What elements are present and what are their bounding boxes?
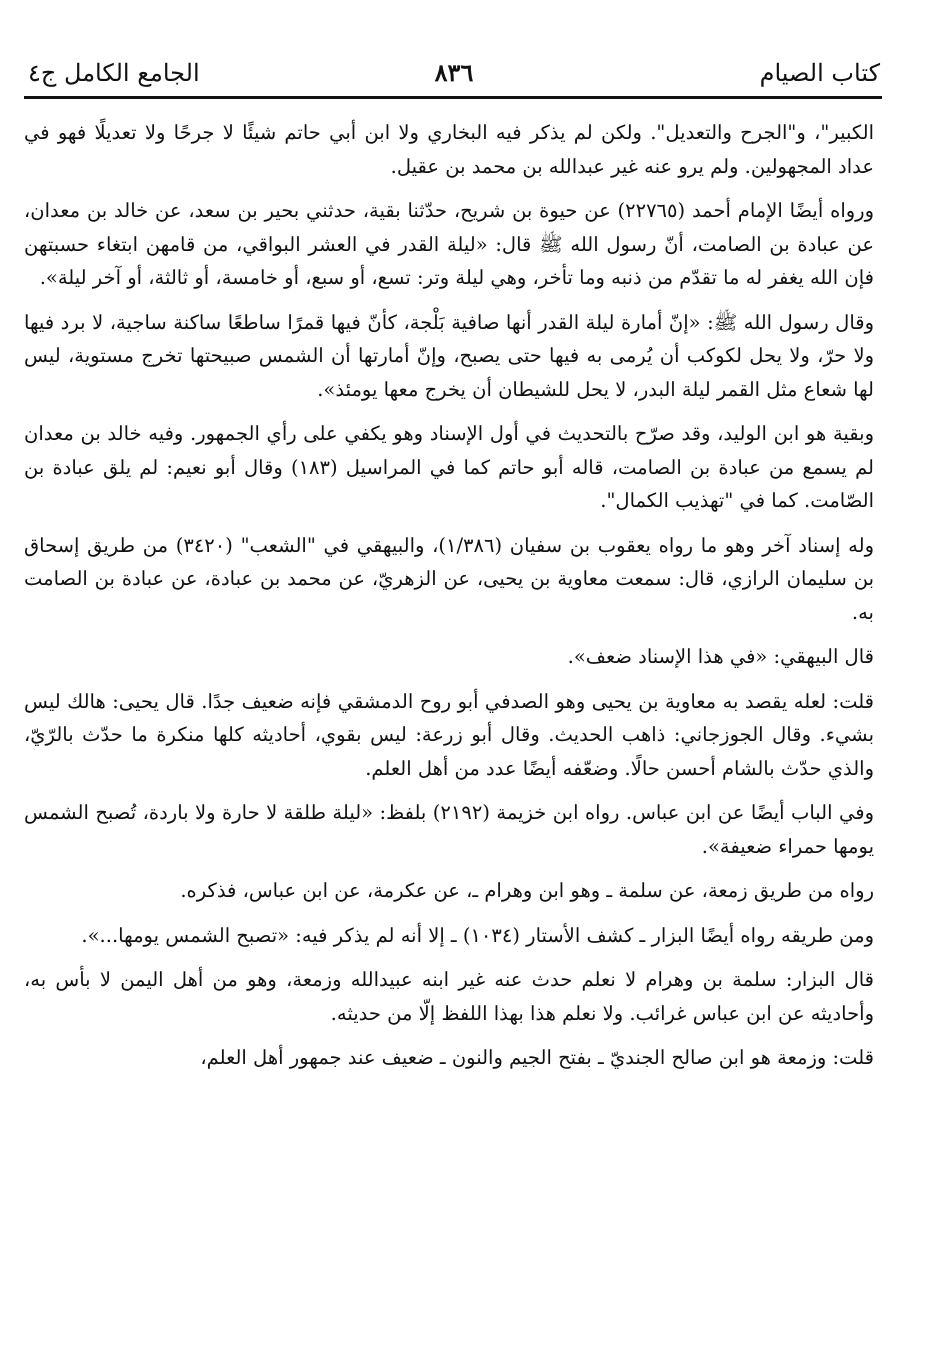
paragraph: ورواه أيضًا الإمام أحمد (٢٢٧٦٥) عن حيوة بن شريح، حدّثنا بقية، حدثني بحير بن سعد، عن خالد بن معدان، عن عبادة بن الصامت، أنّ رسول الله ﷺ قال: «ليلة القدر في العشر البواقي، من قامهن ابتغاء حسبتهن فإن الله يغفر له ما تقدّم من ذنبه وما تأخر، وهي ليلة وتر: تسع، أو سبع، أو خامسة، أو ثالثة، أو آخر ليلة».	[24, 199, 874, 289]
page-body	[24, 116, 874, 1086]
paragraph: ومن طريقه رواه أيضًا البزار ـ كشف الأستار (١٠٣٤) ـ إلا أنه لم يذكر فيه: «تصبح الشمس يومها...».	[81, 923, 874, 947]
page-number: ٨٣٦	[434, 58, 474, 87]
paragraph: الكبير"، و"الجرح والتعديل". ولكن لم يذكر فيه البخاري ولا ابن أبي حاتم شيئًا لا جرحًا ولا تعديلًا فهو في عداد المجهولين. ولم يرو عنه غير عبدالله بن محمد بن عقيل.	[24, 121, 874, 178]
paragraph: وقال رسول الله ﷺ: «إنّ أمارة ليلة القدر أنها صافية بَلْجة، كأنّ فيها قمرًا ساطعًا ساكنة ساجية، لا برد فيها ولا حرّ، ولا يحل لكوكب أن يُرمى به فيها حتى يصبح، وإنّ أمارتها أن الشمس صبيحتها تخرج مستوية، ليس لها شعاع مثل القمر ليلة البدر، لا يحل للشيطان أن يخرج معها يومئذ».	[24, 310, 874, 401]
paragraph: قلت: وزمعة هو ابن صالح الجنديّ ـ بفتح الجيم والنون ـ ضعيف عند جمهور أهل العلم،	[200, 1046, 874, 1069]
header-divider	[24, 96, 882, 99]
paragraph: وله إسناد آخر وهو ما رواه يعقوب بن سفيان (١/٣٨٦)، والبيهقي في "الشعب" (٣٤٢٠) من طريق إسحاق بن سليمان الرازي، قال: سمعت معاوية بن يحيى، عن الزهريّ، عن محمد بن عبادة، عن عبادة بن الصامت به.	[24, 533, 874, 624]
paragraph: قلت: لعله يقصد به معاوية بن يحيى وهو الصدفي أبو روح الدمشقي فإنه ضعيف جدًا. قال يحيى: هالك ليس بشيء. وقال الجوزجاني: ذاهب الحديث. وقال أبو زرعة: ليس بقوي، أحاديثه كلها منكرة ما حدّث بالرّيّ، والذي حدّث بالشام أحسن حالًا. وضعّفه أيضًا عدد من أهل العلم.	[24, 689, 874, 780]
paragraph: رواه من طريق زمعة، عن سلمة ـ وهو ابن وهرام ـ، عن عكرمة، عن ابن عباس، فذكره.	[180, 879, 874, 902]
page-header	[28, 52, 880, 96]
book-title: كتاب الصيام	[759, 59, 880, 87]
paragraph: وفي الباب أيضًا عن ابن عباس. رواه ابن خزيمة (٢١٩٢) بلفظ: «ليلة طلقة لا حارة ولا باردة، تُصبح الشمس يومها حمراء ضعيفة».	[24, 801, 874, 858]
paragraph: وبقية هو ابن الوليد، وقد صرّح بالتحديث في أول الإسناد وهو يكفي على رأي الجمهور. وفيه خالد بن معدان لم يسمع من عبادة بن الصامت، قاله أبو حاتم كما في المراسيل (١٨٣) وقال أبو نعيم: لم يلق عبادة بن الصّامت. كما في "تهذيب الكمال".	[24, 422, 874, 512]
paragraph: قال البيهقي: «في هذا الإسناد ضعف».	[567, 645, 874, 668]
paragraph: قال البزار: سلمة بن وهرام لا نعلم حدث عنه غير ابنه عبيدالله وزمعة، وهو من أهل اليمن لا بأس به، وأحاديثه عن ابن عباس غرائب. ولا نعلم هذا بهذا اللفظ إلّا من حديثه.	[24, 968, 874, 1025]
series-title: الجامع الكامل ج٤	[28, 59, 200, 87]
